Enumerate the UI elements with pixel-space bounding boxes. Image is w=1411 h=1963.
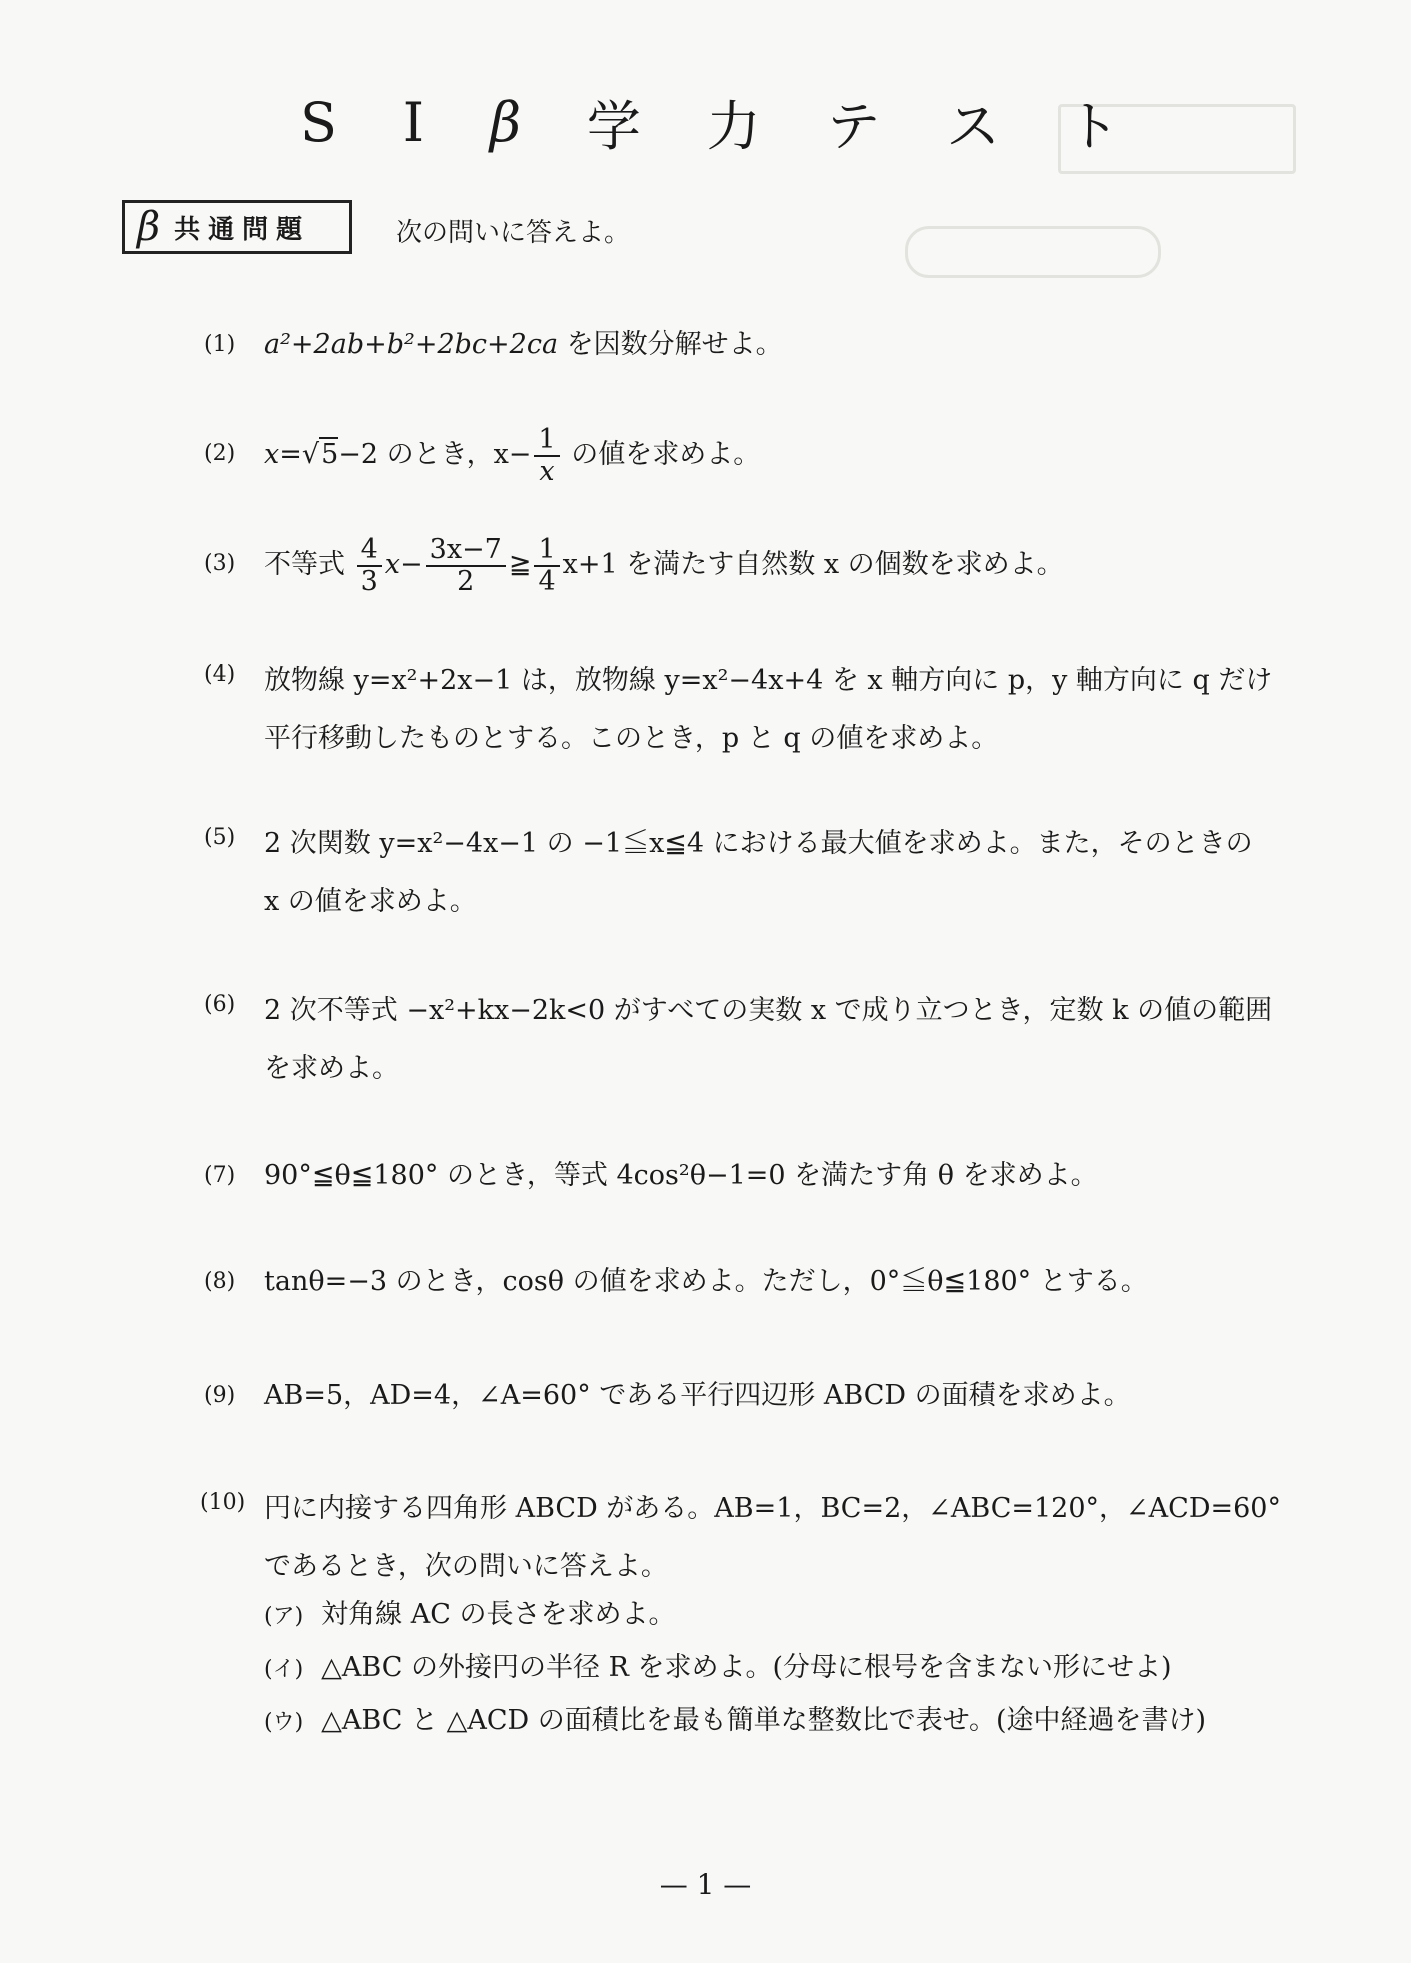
sub-question-number: (イ) [264, 1657, 304, 1682]
question-number: (6) [204, 992, 236, 1017]
fraction [534, 425, 559, 486]
question-text: 放物線 y=x²+2x−1 は，放物線 y=x²−4x+4 を x 軸方向に p，y 軸方向に q だけ [264, 665, 1273, 696]
expression: ≧ [508, 549, 532, 581]
title-char: ト [1065, 94, 1120, 158]
title-char: テ [826, 94, 881, 158]
question-text: 円に内接する四角形 ABCD がある。AB=1，BC=2，∠ABC=120°，∠ACD=60° [264, 1493, 1281, 1524]
question-text: の値を求めよ。 [562, 439, 761, 471]
numerator: 4 [357, 535, 382, 567]
question-text: 不等式 [264, 549, 354, 581]
sub-question-c [264, 1698, 1206, 1746]
title-char: S [300, 90, 337, 154]
question-number: (9) [204, 1383, 236, 1408]
question-text: AB=5，AD=4，∠A=60° である平行四辺形 ABCD の面積を求めよ。 [264, 1380, 1131, 1411]
numerator: 1 [534, 535, 559, 567]
section-instruction: 次の問いに答えよ。 [396, 218, 631, 248]
question-text: であるとき，次の問いに答えよ。 [264, 1551, 668, 1582]
section-header-box [122, 200, 352, 254]
question-text: 平行移動したものとする。このとき，p と q の値を求めよ。 [264, 723, 999, 754]
question-number: (3) [204, 551, 236, 576]
question-text: −2 のとき，x− [338, 439, 532, 471]
question-number: (1) [204, 332, 236, 357]
sub-question-number: (ア) [264, 1604, 304, 1629]
question-number: (7) [204, 1163, 236, 1188]
sub-question-b [264, 1645, 1172, 1693]
denominator: x [539, 455, 555, 487]
page-number: — 1 — [659, 1868, 752, 1901]
section-label: 共通問題 [174, 214, 311, 245]
question-text: x+1 を満たす自然数 x の個数を求めよ。 [562, 549, 1064, 581]
question-number: (4) [204, 662, 236, 687]
question-text: 2 次関数 y=x²−4x−1 の −1≦x≦4 における最大値を求めよ。また，そのときの [264, 828, 1253, 859]
sqrt-value: 5 [321, 439, 339, 471]
question-text: 90°≦θ≦180° のとき，等式 4cos²θ−1=0 を満たす角 θ を求めよ。 [264, 1160, 1098, 1191]
page-title [300, 82, 1120, 162]
question-number: (10) [200, 1490, 246, 1515]
sub-question-text: △ABC と △ACD の面積比を最も簡単な整数比で表せ。(途中経過を書け) [321, 1705, 1207, 1736]
title-char: β [489, 90, 522, 154]
question-text: を因数分解せよ。 [558, 329, 783, 360]
title-char: ス [946, 94, 1001, 158]
question-number: (2) [204, 441, 236, 466]
numerator: 1 [534, 425, 559, 457]
question-text: を求めよ。 [264, 1053, 399, 1084]
title-char: 力 [706, 94, 761, 158]
question-text: 2 次不等式 −x²+kx−2k<0 がすべての実数 x で成り立つとき，定数 k の値の範囲 [264, 995, 1273, 1026]
fraction [357, 535, 382, 596]
question-text: x の値を求めよ。 [264, 886, 477, 917]
sub-question-text: 対角線 AC の長さを求めよ。 [321, 1599, 676, 1630]
denominator: 2 [457, 565, 475, 597]
sub-question-text: △ABC の外接円の半径 R を求めよ。(分母に根号を含まない形にせよ) [321, 1652, 1172, 1683]
expression: x− [384, 549, 423, 581]
question-number: (5) [204, 825, 236, 850]
sub-question-number: (ウ) [264, 1710, 304, 1735]
exam-page: S I β 学 力 テ ス ト β 共通問題 次の問いに答えよ。 (1) a²+2ab+b²+2bc+2ca を因数分解せよ。 (2) x=√5−2 のとき，x− $\frac{1}{x}$ の値を求めよ。 (3) 不等式 $\frac{4}{3}$ x− $\frac{3x-7}{2}$ ≧ $\frac{1}{4}$ x+1 を満たす自然数 x の個数を求めよ。 (4) 放物線 y=x²+2x−1 は，放物線 y=x²−4x+4 を x 軸方向に p，y 軸方向に q だけ 平行移動したものとする。このとき，p と q の値を求めよ。 (5) 2 次関数 y=x²−4x−1 の −1≦x≦4 における最大値を求めよ。また，そのときの x の値を求めよ。 (6) 2 次不等式 −x²+kx−2k<0 がすべての実数 x で成り立つとき，定数 k の値の範囲 を求めよ。 (7) 90°≦θ≦180° のとき，等式 4cos²θ−1=0 を満たす角 θ を求めよ。 (8) tanθ=−3 のとき，cosθ の値を求めよ。ただし，0°≦θ≦180° とする。 (9) AB=5，AD=4，∠A=60° である平行四辺形 ABCD の面積を求めよ。 (10) 円に内接する四角形 ABCD がある。AB=1，BC=2，∠ABC=120°，∠ACD=60° であるとき，次の問いに答えよ。 (ア) 対角線 AC の長さを求めよ。 (イ) △ABC の外接円の半径 R を求めよ。(分母に根号を含まない形にせよ) (ウ) △ABC と △ACD の面積比を最も簡単な整数比で表せ。(途中経過を書け) — 1 — [0, 0, 1411, 1963]
question-number: (8) [204, 1269, 236, 1294]
expression: a²+2ab+b²+2bc+2ca [264, 329, 559, 360]
sub-question-a [264, 1592, 676, 1640]
fraction [534, 535, 559, 596]
denominator: 4 [538, 565, 556, 597]
numerator: 3x−7 [426, 535, 506, 567]
section-beta: β [137, 204, 161, 250]
fraction [426, 535, 506, 596]
bleed-through-box [905, 226, 1161, 278]
question-text: tanθ=−3 のとき，cosθ の値を求めよ。ただし，0°≦θ≦180° とする。 [264, 1266, 1148, 1297]
title-char: I [402, 90, 425, 154]
expression: x= [264, 439, 302, 471]
denominator: 3 [360, 565, 378, 597]
title-char: 学 [586, 94, 641, 158]
